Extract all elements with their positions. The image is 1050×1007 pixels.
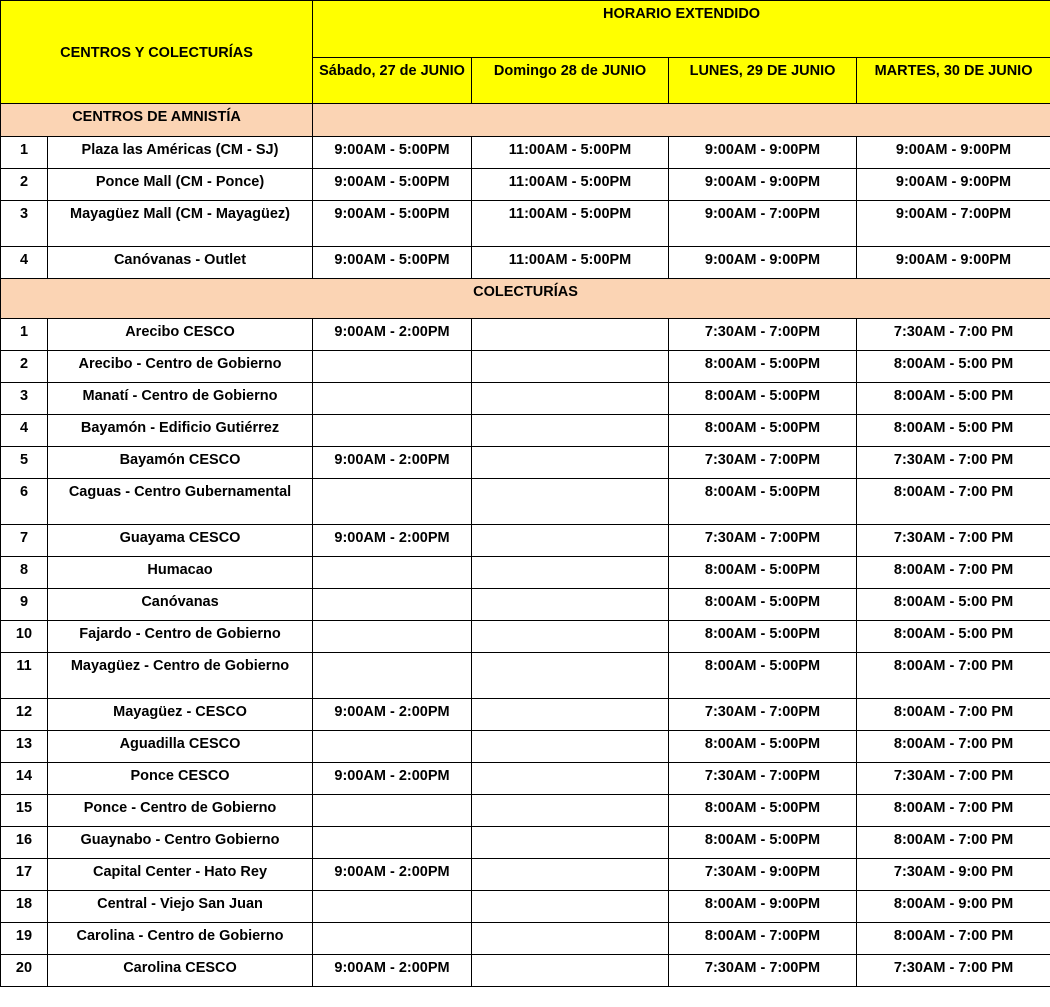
tuesday-hours: 7:30AM - 7:00 PM (857, 763, 1050, 795)
row-number: 14 (1, 763, 48, 795)
sunday-hours (472, 955, 669, 987)
saturday-hours (313, 653, 472, 699)
table-row (1, 169, 1050, 201)
table-row (1, 891, 1050, 923)
location-name: Bayamón - Edificio Gutiérrez (48, 415, 313, 447)
monday-hours: 8:00AM - 5:00PM (669, 383, 857, 415)
row-number: 2 (1, 169, 48, 201)
row-number: 15 (1, 795, 48, 827)
sunday-hours (472, 589, 669, 621)
row-number: 17 (1, 859, 48, 891)
saturday-hours: 9:00AM - 2:00PM (313, 955, 472, 987)
sunday-hours (472, 699, 669, 731)
location-name: Capital Center - Hato Rey (48, 859, 313, 891)
tuesday-hours: 7:30AM - 7:00 PM (857, 525, 1050, 557)
sunday-hours (472, 923, 669, 955)
sunday-hours (472, 383, 669, 415)
table-row (1, 859, 1050, 891)
row-number: 3 (1, 383, 48, 415)
tuesday-hours: 9:00AM - 7:00PM (857, 201, 1050, 247)
location-name: Carolina - Centro de Gobierno (48, 923, 313, 955)
tuesday-hours: 8:00AM - 7:00 PM (857, 699, 1050, 731)
sunday-hours (472, 621, 669, 653)
tuesday-hours: 8:00AM - 7:00 PM (857, 827, 1050, 859)
tuesday-hours: 9:00AM - 9:00PM (857, 137, 1050, 169)
sunday-hours (472, 827, 669, 859)
tuesday-hours: 8:00AM - 5:00 PM (857, 621, 1050, 653)
day-header-tuesday: MARTES, 30 DE JUNIO (857, 58, 1050, 104)
sunday-hours (472, 525, 669, 557)
location-name: Carolina CESCO (48, 955, 313, 987)
monday-hours: 8:00AM - 5:00PM (669, 479, 857, 525)
saturday-hours (313, 479, 472, 525)
table-row (1, 653, 1050, 699)
location-name: Ponce Mall (CM - Ponce) (48, 169, 313, 201)
location-name: Fajardo - Centro de Gobierno (48, 621, 313, 653)
monday-hours: 8:00AM - 5:00PM (669, 415, 857, 447)
row-number: 13 (1, 731, 48, 763)
saturday-hours: 9:00AM - 5:00PM (313, 201, 472, 247)
monday-hours: 9:00AM - 9:00PM (669, 247, 857, 279)
tuesday-hours: 8:00AM - 5:00 PM (857, 351, 1050, 383)
monday-hours: 8:00AM - 5:00PM (669, 827, 857, 859)
collections-section-title: COLECTURÍAS (1, 279, 1050, 319)
row-number: 1 (1, 319, 48, 351)
row-number: 8 (1, 557, 48, 589)
table-row (1, 447, 1050, 479)
tuesday-hours: 8:00AM - 7:00 PM (857, 653, 1050, 699)
extended-hours-header: HORARIO EXTENDIDO (313, 1, 1050, 58)
location-name: Mayagüez - Centro de Gobierno (48, 653, 313, 699)
sunday-hours (472, 859, 669, 891)
row-number: 19 (1, 923, 48, 955)
monday-hours: 7:30AM - 7:00PM (669, 525, 857, 557)
row-number: 1 (1, 137, 48, 169)
row-number: 20 (1, 955, 48, 987)
day-header-monday: LUNES, 29 DE JUNIO (669, 58, 857, 104)
row-number: 4 (1, 247, 48, 279)
location-name: Ponce CESCO (48, 763, 313, 795)
monday-hours: 7:30AM - 7:00PM (669, 955, 857, 987)
table-row (1, 557, 1050, 589)
tuesday-hours: 9:00AM - 9:00PM (857, 169, 1050, 201)
location-name: Mayagüez Mall (CM - Mayagüez) (48, 201, 313, 247)
saturday-hours: 9:00AM - 2:00PM (313, 447, 472, 479)
tuesday-hours: 8:00AM - 5:00 PM (857, 589, 1050, 621)
monday-hours: 7:30AM - 7:00PM (669, 319, 857, 351)
location-name: Central - Viejo San Juan (48, 891, 313, 923)
saturday-hours (313, 891, 472, 923)
sunday-hours (472, 415, 669, 447)
saturday-hours (313, 795, 472, 827)
monday-hours: 7:30AM - 9:00PM (669, 859, 857, 891)
table-row (1, 479, 1050, 525)
table-row (1, 247, 1050, 279)
tuesday-hours: 7:30AM - 7:00 PM (857, 319, 1050, 351)
monday-hours: 8:00AM - 5:00PM (669, 351, 857, 383)
row-number: 10 (1, 621, 48, 653)
monday-hours: 7:30AM - 7:00PM (669, 763, 857, 795)
table-row (1, 383, 1050, 415)
tuesday-hours: 7:30AM - 7:00 PM (857, 447, 1050, 479)
tuesday-hours: 7:30AM - 7:00 PM (857, 955, 1050, 987)
tuesday-hours: 8:00AM - 5:00 PM (857, 383, 1050, 415)
table-row (1, 699, 1050, 731)
row-number: 4 (1, 415, 48, 447)
location-name: Arecibo CESCO (48, 319, 313, 351)
saturday-hours: 9:00AM - 2:00PM (313, 525, 472, 557)
tuesday-hours: 8:00AM - 5:00 PM (857, 415, 1050, 447)
monday-hours: 8:00AM - 5:00PM (669, 731, 857, 763)
row-number: 2 (1, 351, 48, 383)
sunday-hours (472, 319, 669, 351)
row-number: 6 (1, 479, 48, 525)
monday-hours: 8:00AM - 9:00PM (669, 891, 857, 923)
saturday-hours: 9:00AM - 2:00PM (313, 763, 472, 795)
row-number: 7 (1, 525, 48, 557)
amnesty-section-row (1, 104, 1050, 137)
saturday-hours: 9:00AM - 5:00PM (313, 169, 472, 201)
saturday-hours (313, 351, 472, 383)
saturday-hours: 9:00AM - 2:00PM (313, 859, 472, 891)
monday-hours: 9:00AM - 7:00PM (669, 201, 857, 247)
tuesday-hours: 8:00AM - 7:00 PM (857, 795, 1050, 827)
row-number: 11 (1, 653, 48, 699)
day-header-sunday: Domingo 28 de JUNIO (472, 58, 669, 104)
table-row (1, 201, 1050, 247)
row-number: 5 (1, 447, 48, 479)
sunday-hours (472, 795, 669, 827)
tuesday-hours: 8:00AM - 9:00 PM (857, 891, 1050, 923)
location-name: Caguas - Centro Gubernamental (48, 479, 313, 525)
saturday-hours (313, 383, 472, 415)
table-row (1, 731, 1050, 763)
table-row (1, 319, 1050, 351)
monday-hours: 8:00AM - 5:00PM (669, 795, 857, 827)
saturday-hours: 9:00AM - 5:00PM (313, 247, 472, 279)
table-row (1, 415, 1050, 447)
tuesday-hours: 8:00AM - 7:00 PM (857, 923, 1050, 955)
centers-header: CENTROS Y COLECTURÍAS (1, 1, 313, 104)
row-number: 12 (1, 699, 48, 731)
table-row (1, 763, 1050, 795)
tuesday-hours: 7:30AM - 9:00 PM (857, 859, 1050, 891)
collections-section-row (1, 279, 1050, 319)
saturday-hours (313, 415, 472, 447)
sunday-hours: 11:00AM - 5:00PM (472, 247, 669, 279)
table-row (1, 589, 1050, 621)
sunday-hours: 11:00AM - 5:00PM (472, 169, 669, 201)
location-name: Bayamón CESCO (48, 447, 313, 479)
saturday-hours (313, 621, 472, 653)
monday-hours: 8:00AM - 5:00PM (669, 653, 857, 699)
sunday-hours: 11:00AM - 5:00PM (472, 201, 669, 247)
location-name: Plaza las Américas (CM - SJ) (48, 137, 313, 169)
location-name: Aguadilla CESCO (48, 731, 313, 763)
saturday-hours: 9:00AM - 2:00PM (313, 699, 472, 731)
sunday-hours (472, 731, 669, 763)
row-number: 16 (1, 827, 48, 859)
table-row (1, 955, 1050, 987)
sunday-hours (472, 653, 669, 699)
row-number: 3 (1, 201, 48, 247)
sunday-hours (472, 763, 669, 795)
monday-hours: 9:00AM - 9:00PM (669, 137, 857, 169)
saturday-hours (313, 923, 472, 955)
sunday-hours (472, 479, 669, 525)
location-name: Guayama CESCO (48, 525, 313, 557)
table-row (1, 795, 1050, 827)
tuesday-hours: 9:00AM - 9:00PM (857, 247, 1050, 279)
monday-hours: 7:30AM - 7:00PM (669, 699, 857, 731)
amnesty-section-filler (313, 104, 1050, 137)
location-name: Ponce - Centro de Gobierno (48, 795, 313, 827)
monday-hours: 7:30AM - 7:00PM (669, 447, 857, 479)
row-number: 18 (1, 891, 48, 923)
location-name: Arecibo - Centro de Gobierno (48, 351, 313, 383)
monday-hours: 8:00AM - 7:00PM (669, 923, 857, 955)
saturday-hours (313, 827, 472, 859)
tuesday-hours: 8:00AM - 7:00 PM (857, 557, 1050, 589)
location-name: Canóvanas (48, 589, 313, 621)
sunday-hours (472, 351, 669, 383)
saturday-hours: 9:00AM - 2:00PM (313, 319, 472, 351)
sunday-hours (472, 447, 669, 479)
table-row (1, 827, 1050, 859)
monday-hours: 9:00AM - 9:00PM (669, 169, 857, 201)
saturday-hours (313, 557, 472, 589)
table-row (1, 525, 1050, 557)
table-row (1, 923, 1050, 955)
location-name: Mayagüez - CESCO (48, 699, 313, 731)
location-name: Humacao (48, 557, 313, 589)
saturday-hours (313, 731, 472, 763)
sunday-hours: 11:00AM - 5:00PM (472, 137, 669, 169)
location-name: Manatí - Centro de Gobierno (48, 383, 313, 415)
table-row (1, 621, 1050, 653)
sunday-hours (472, 557, 669, 589)
saturday-hours (313, 589, 472, 621)
table-row (1, 137, 1050, 169)
monday-hours: 8:00AM - 5:00PM (669, 621, 857, 653)
tuesday-hours: 8:00AM - 7:00 PM (857, 731, 1050, 763)
day-header-saturday: Sábado, 27 de JUNIO (313, 58, 472, 104)
sunday-hours (472, 891, 669, 923)
tuesday-hours: 8:00AM - 7:00 PM (857, 479, 1050, 525)
location-name: Guaynabo - Centro Gobierno (48, 827, 313, 859)
table-row (1, 351, 1050, 383)
row-number: 9 (1, 589, 48, 621)
saturday-hours: 9:00AM - 5:00PM (313, 137, 472, 169)
location-name: Canóvanas - Outlet (48, 247, 313, 279)
amnesty-section-title: CENTROS DE AMNISTÍA (1, 104, 313, 137)
monday-hours: 8:00AM - 5:00PM (669, 589, 857, 621)
monday-hours: 8:00AM - 5:00PM (669, 557, 857, 589)
